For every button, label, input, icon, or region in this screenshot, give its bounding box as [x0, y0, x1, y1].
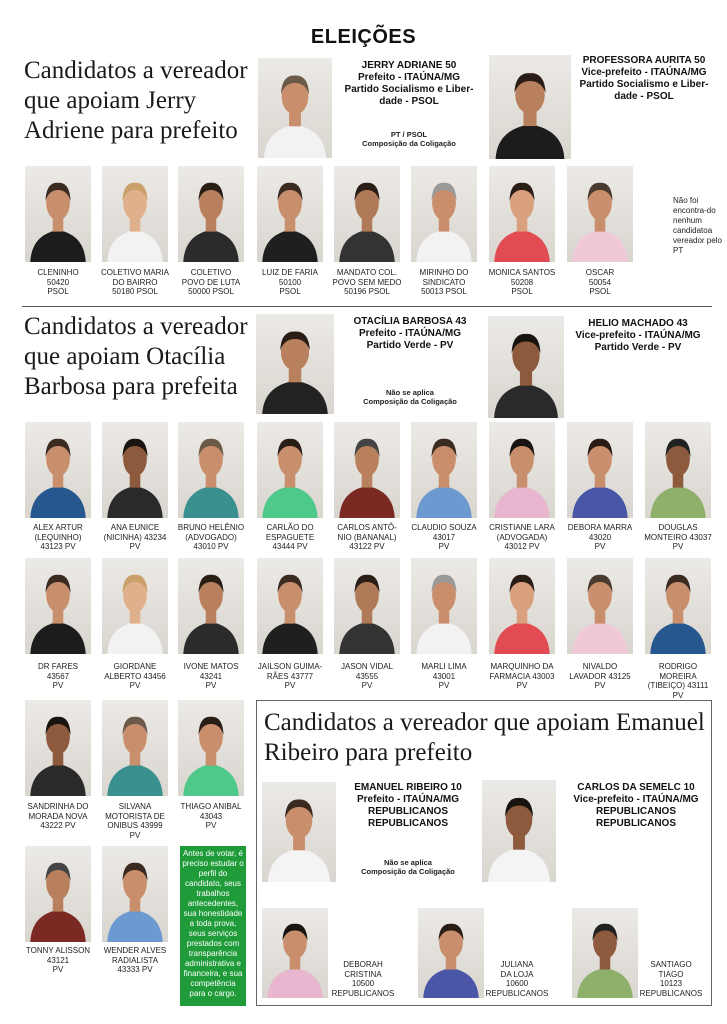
coalition-otacilia: Não se aplica Composição da Coligação: [363, 388, 457, 406]
candidate-label-ota-r1-4: CARLOS ANTÔ- NIO (BANANAL) 43122 PV: [337, 523, 397, 551]
candidate-label-ota-r4-0: TONNY ALISSON 43121 PV: [25, 946, 91, 974]
coalition-emanuel: Não se aplica Composição da Coligação: [361, 858, 455, 876]
candidate-label-ota-r1-7: DEBORA MARRA 43020 PV: [567, 523, 633, 551]
section-emanuel-headline: Candidatos a vereador que apoiam Emanuel Ribeiro para prefeito: [264, 709, 705, 766]
photo-jerry-7: [567, 166, 633, 262]
candidate-label-ota-r3-2: THIAGO ANIBAL 43043 PV: [180, 802, 242, 830]
vice-aurita-info: PROFESSORA AURITA 50 Vice-prefeito - ITAÚNA/MG Partido Socialismo e Liber- dade - PSOL: [579, 55, 709, 102]
candidate-label-jerry-6: MONICA SANTOS 50208 PSOL: [488, 268, 556, 296]
candidate-label-ota-r2-3: JAILSON GUIMA- RÃES 43777 PV: [257, 662, 323, 690]
candidate-label-jerry-1: COLETIVO MARIA DO BAIRRO 50180 PSOL: [100, 268, 169, 296]
mayor-otacilia-info: OTACÍLIA BARBOSA 43 Prefeito - ITAÚNA/MG Partido Verde - PV: [353, 316, 467, 351]
candidate-label-ota-r2-7: NIVALDO LAVADOR 43125 PV: [569, 662, 631, 690]
photo-ota-r2-5: [411, 558, 477, 654]
photo-ota-r1-1: [102, 422, 168, 518]
candidate-label-ema-2: SANTIAGO TIAGO 10123 REPUBLICANOS: [639, 960, 703, 998]
candidate-label-jerry-3: LUIZ DE FARIA 50100 PSOL: [261, 268, 318, 296]
coalition-jerry: PT / PSOL Composição da Coligação: [362, 130, 456, 148]
photo-jerry-6: [489, 166, 555, 262]
photo-ota-r2-3: [257, 558, 323, 654]
photo-jerry-4: [334, 166, 400, 262]
candidate-label-ota-r1-6: CRISTIANE LARA (ADVOGADA) 43012 PV: [489, 523, 555, 551]
photo-professora-aurita: [489, 55, 571, 159]
candidate-label-ota-r2-1: GIORDANE ALBERTO 43456 PV: [104, 662, 166, 690]
photo-ota-r4-0: [25, 846, 91, 942]
green-underline: [180, 1004, 246, 1006]
candidate-label-jerry-5: MIRINHO DO SINDICATO 50013 PSOL: [419, 268, 469, 296]
photo-ota-r4-1: [102, 846, 168, 942]
section-jerry-headline: Candidatos a vereador que apoiam Jerry Adriene para prefeito: [24, 57, 248, 144]
photo-ota-r1-5: [411, 422, 477, 518]
candidate-label-ota-r2-4: JASON VIDAL 43555 PV: [340, 662, 393, 690]
photo-ota-r1-8: [645, 422, 711, 518]
candidate-label-ota-r4-1: WENDER ALVES RADIALISTA 43333 PV: [103, 946, 167, 974]
candidate-label-jerry-2: COLETIVO POVO DE LUTA 50000 PSOL: [181, 268, 241, 296]
section-otacilia-headline: Candidatos a vereador que apoiam Otacília Barbosa para prefeita: [24, 313, 248, 400]
photo-ema-2: [572, 908, 638, 998]
photo-jerry-3: [257, 166, 323, 262]
photo-ota-r2-4: [334, 558, 400, 654]
candidate-label-ota-r3-0: SANDRINHA DO MORADA NOVA 43222 PV: [27, 802, 89, 830]
candidate-label-jerry-0: CLENINHO 50420 PSOL: [37, 268, 79, 296]
photo-ota-r1-7: [567, 422, 633, 518]
photo-jerry-5: [411, 166, 477, 262]
candidate-label-ota-r2-6: MARQUINHO DA FARMACIA 43003 PV: [489, 662, 555, 690]
candidate-label-ota-r1-0: ALEX ARTUR (LEQUINHO) 43123 PV: [33, 523, 83, 551]
photo-ota-r2-2: [178, 558, 244, 654]
candidate-label-ota-r1-2: BRUNO HELÊNIO (ADVOGADO) 43010 PV: [177, 523, 245, 551]
photo-jerry-1: [102, 166, 168, 262]
candidate-label-ema-1: JULIANA DA LOJA 10600 REPUBLICANOS: [485, 960, 549, 998]
photo-jerry-2: [178, 166, 244, 262]
photo-ota-r3-2: [178, 700, 244, 796]
photo-ota-r3-1: [102, 700, 168, 796]
photo-ota-r1-3: [257, 422, 323, 518]
vice-carlos-info: CARLOS DA SEMELC 10 Vice-prefeito - ITAÚNA/MG REPUBLICANOS REPUBLICANOS: [573, 782, 699, 829]
voting-tip-box: Antes de votar, é preciso estudar o perfil do candidato, seus trabalhos antecedentes, sua honestidade a toda prova, seus serviços prestados com transparência administrativa e financeira, e sua competência para o cargo.: [180, 846, 246, 1004]
candidate-label-ema-0: DEBORAH CRISTINA 10500 REPUBLICANOS: [331, 960, 395, 998]
photo-ota-r1-2: [178, 422, 244, 518]
photo-ema-0: [262, 908, 328, 998]
photo-ota-r1-0: [25, 422, 91, 518]
photo-jerry-adriane: [258, 58, 332, 158]
photo-ota-r1-4: [334, 422, 400, 518]
candidate-label-jerry-4: MANDATO COL. POVO SEM MEDO 50196 PSOL: [332, 268, 402, 296]
candidate-label-ota-r2-8: RODRIGO MOREIRA (TIBEIÇO) 43111 PV: [647, 662, 709, 700]
photo-ota-r2-1: [102, 558, 168, 654]
candidate-label-ota-r1-5: CLAUDIO SOUZA 43017 PV: [411, 523, 477, 551]
mayor-jerry-info: JERRY ADRIANE 50 Prefeito - ITAÚNA/MG Partido Socialismo e Liber- dade - PSOL: [344, 60, 474, 107]
pt-note: Não foi encontra-do nenhum candidatoa vereador pelo PT: [673, 196, 722, 255]
candidate-label-ota-r2-0: DR FARES 43567 PV: [37, 662, 78, 690]
candidate-label-ota-r1-3: CARLÃO DO ESPAGUETE 43444 PV: [265, 523, 315, 551]
photo-ota-r3-0: [25, 700, 91, 796]
photo-emanuel-ribeiro: [262, 782, 336, 882]
candidate-label-ota-r2-5: MARLI LIMA 43001 PV: [421, 662, 467, 690]
divider: [22, 306, 712, 307]
photo-ota-r2-7: [567, 558, 633, 654]
page-title: ELEIÇÕES: [310, 26, 417, 48]
photo-otacilia-barbosa: [256, 314, 334, 414]
photo-ota-r2-0: [25, 558, 91, 654]
photo-ema-1: [418, 908, 484, 998]
photo-carlos-da-semelc: [482, 780, 556, 882]
photo-ota-r1-6: [489, 422, 555, 518]
candidate-label-jerry-7: OSCAR 50054 PSOL: [585, 268, 615, 296]
mayor-emanuel-info: EMANUEL RIBEIRO 10 Prefeito - ITAÚNA/MG REPUBLICANOS REPUBLICANOS: [354, 782, 462, 829]
candidate-label-ota-r3-1: SILVANA MOTORISTA DE ONIBUS 43999 PV: [105, 802, 165, 840]
photo-jerry-0: [25, 166, 91, 262]
vice-helio-info: HELIO MACHADO 43 Vice-prefeito - ITAÚNA/MG Partido Verde - PV: [575, 318, 701, 353]
candidate-label-ota-r1-8: DOUGLAS MONTEIRO 43037 PV: [644, 523, 712, 551]
photo-ota-r2-8: [645, 558, 711, 654]
candidate-label-ota-r1-1: ANA EUNICE (NICINHA) 43234 PV: [103, 523, 167, 551]
photo-ota-r2-6: [489, 558, 555, 654]
candidate-label-ota-r2-2: IVONE MATOS 43241 PV: [183, 662, 239, 690]
photo-helio-machado: [488, 316, 564, 418]
